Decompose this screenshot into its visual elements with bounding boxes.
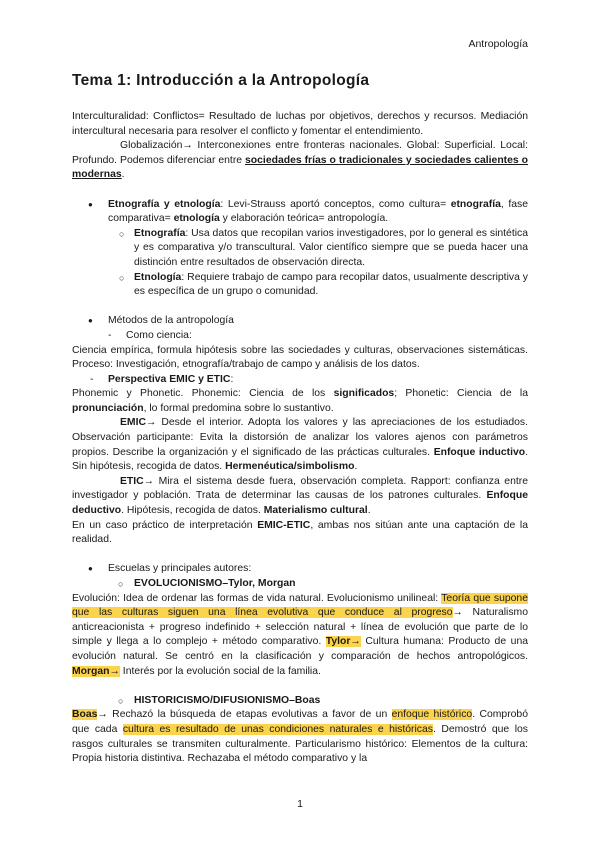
text-run: Phonemic y Phonetic. Phonemic: Ciencia de los [72,388,334,400]
bullet-list-escuelas [72,562,528,577]
globalizacion-paragraph [72,139,528,183]
emic-paragraph [72,416,528,474]
evolucionismo-paragraph [72,592,528,680]
highlight-teoria: Teoría que supone que las culturas siguen una línea evolutiva que conduce al progreso [72,592,528,619]
text-run: : [230,373,234,385]
heading-historicismo: ○ HISTORICISMO/DIFUSIONISMO–Boas [72,694,528,709]
highlight-cultura-resultado: cultura es resultado de unas condiciones naturales e históricas [122,723,433,735]
text-run: . Hipótesis, recogida de datos. [121,505,264,517]
etic-paragraph [72,475,528,519]
dash-item-como-ciencia: - Como ciencia: [72,329,528,344]
page-number: 1 [297,798,303,810]
text-run: , lo formal predomina sobre lo sustantivo. [143,402,334,414]
term: Etnografía [134,227,186,239]
text-run: : Levi-Strauss aportó conceptos, como cultura= [220,198,451,210]
running-header: Antropología [468,38,528,50]
text-run: . [354,461,358,473]
text-run: y elaboración teórica= antropología. [219,213,389,225]
bullet-escuelas: ● Escuelas y principales autores: [108,562,528,577]
sub-item-etnologia [134,271,528,300]
term-etnografia: etnografía [450,198,501,210]
bullet-list-metodos [72,314,528,329]
text-run: : Usa datos que recopilan varios investigadores, por lo general es sintética y es comparativa y/o transcultural. Valor científico siempre que se pueda hacer una distinción entre resultados de observación directa. [134,227,528,268]
historicismo-paragraph [72,708,528,766]
term-significados: significados [333,388,395,400]
bullet-list-etnografia [72,198,528,300]
text-run: : Requiere trabajo de campo para recopilar datos, usualmente descriptiva y es específica de un grupo o comunidad. [134,271,528,298]
text-run: Interés por la evolución social de la familia. [119,665,321,677]
emic-etic-paragraph [72,519,528,548]
document-body [72,110,528,767]
term-emic-etic: EMIC-ETIC [257,519,311,531]
term-pronunciacion: pronunciación [72,402,144,414]
text-run: En un caso práctico de interpretación [72,519,258,531]
highlight-boas: Boas [72,709,98,721]
term-hermeneutica: Hermenéutica/simbolismo [225,461,355,473]
term-emic: EMIC [120,417,146,429]
text-run: Cultura humana: Producto de una evolución natural. Se centró en la clasificación y comparación de hechos antropológicos. [72,636,528,662]
bullet-etnografia-etnologia [108,198,528,300]
text-run: → Rechazó la búsqueda de etapas evolutivas a favor de un [97,709,392,721]
text-run: , ambas nos sitúan ante una captación de la realidad. [72,519,528,546]
text-run: Globalización→ Interconexiones entre fronteras nacionales. Global: Superficial. Local: Profundo. Podemos diferenciar entre [72,140,528,166]
sub-item-etnografia [134,227,528,271]
highlight-tylor: Tylor→ [325,636,361,648]
emphasis-societies: sociedades frías o tradicionales y sociedades calientes o modernas [72,154,529,181]
page-title: Tema 1: Introducción a la Antropología [72,72,370,89]
phonemic-paragraph [72,387,528,416]
text-run: → Desde el interior. Adopta los valores y las apreciaciones de los estudiados. Observación participante: Evita la distorsión de analizar los valores ajenos con parámetros propios. Describe la organización y el significado de las prácticas culturales. [72,417,528,458]
text-run: . Comprobó que cada [72,709,528,735]
sub-list-etnografia [108,227,528,300]
text-run: . [367,505,371,517]
text-run: Evolución: Idea de ordenar las formas de vida natural. Evolucionismo unilineal: [72,592,442,604]
term-etnologia: etnología [173,213,220,225]
highlight-enfoque-historico: enfoque histórico [391,709,473,721]
text-run: . [121,169,125,181]
term-perspectiva: Perspectiva EMIC y ETIC [108,373,231,385]
term-enfoque-deductivo: Enfoque deductivo [72,490,528,517]
heading-evolucionismo: ○ EVOLUCIONISMO–Tylor, Morgan [72,577,528,592]
interculturalidad-paragraph: Interculturalidad: Conflictos= Resultado de luchas por objetivos, derechos y recursos. Mediación intercultural necesaria para resolver el conflicto y fomentar el entendimiento. [72,111,528,137]
dash-item-perspectiva [72,373,528,388]
text-run: . Demostró que los rasgos culturales se transmiten culturalmente. Particularismo histórico: Elementos de la cultura: Propia historia distintiva. Rechazaba el método comparativo y la [72,723,528,765]
text-run: ; Phonetic: Ciencia de la [394,388,529,400]
term-materialismo: Materialismo cultural [263,505,368,517]
term: Etnología [134,271,182,283]
term-etic: ETIC [120,475,144,487]
highlight-morgan: Morgan→ [72,665,120,677]
text-run: . Sin hipótesis, recogida de datos. [72,446,529,473]
text-run: , fase comparativa= [108,198,528,225]
ciencia-paragraph: Ciencia empírica, formula hipótesis sobre las sociedades y culturas, observaciones sistemáticas. Proceso: Investigación, etnografía/trabajo de campo y análisis de los datos. [72,344,528,371]
term-enfoque-inductivo: Enfoque inductivo [433,446,526,458]
bullet-metodos: ● Métodos de la antropología [108,314,528,329]
term-etnografia-etnologia: Etnografía y etnología [108,198,221,210]
text-run: → Naturalismo anticreacionista + progreso indefinido + selección natural + línea de evolución que parte de lo simple y llega a lo complejo + método comparativo. [72,607,528,648]
text-run: → Mira el sistema desde fuera, observación completa. Rapport: confianza entre investigador y población. Trata de determinar las causas de los patrones culturales. [72,475,528,502]
